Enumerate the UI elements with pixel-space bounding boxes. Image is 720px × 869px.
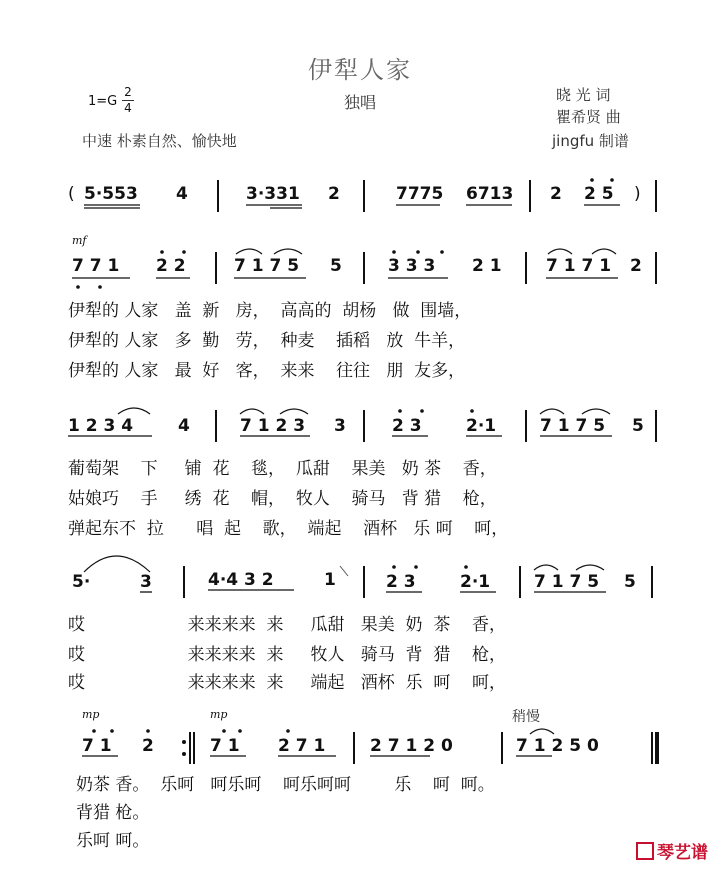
note-group: 2·1 — [466, 416, 497, 436]
note-group: 2 — [142, 736, 154, 756]
song-title: 伊犁人家 — [308, 56, 412, 84]
repeat-dots — [182, 740, 186, 756]
note-group: 5 — [624, 572, 636, 592]
lyric-line: 奶茶 香。 乐呵 呵乐呵 呵乐呵呵 乐 呵 呵。 — [76, 775, 495, 795]
note-group: 5·553 — [84, 184, 138, 204]
note-group: 2 1 — [472, 256, 502, 276]
note-group: 7 1 7 5 — [540, 416, 606, 436]
note-group: 5 — [330, 256, 342, 276]
dynamic-mp: mp — [82, 708, 100, 721]
logo-icon — [636, 842, 654, 860]
engraver: jingfu 制谱 — [552, 132, 629, 150]
note-group: 7775 — [396, 184, 444, 204]
lyric-line: 葡萄架 下 铺 花 毯， 瓜甜 果美 奶 茶 香， — [68, 459, 497, 479]
note-group: 5 — [632, 416, 644, 436]
publisher-logo: 琴艺谱 — [636, 838, 708, 863]
bar-lines — [184, 180, 657, 764]
note-group: 4 — [176, 184, 188, 204]
paren-close: ) — [634, 184, 641, 204]
note-group: 7 7 1 — [72, 256, 120, 276]
note-group: 7 1 — [82, 736, 112, 756]
lyric-line: 伊犁的 人家 最 好 客， 来来 往往 朋 友多， — [68, 361, 466, 381]
note-group: 7 1 7 5 — [234, 256, 300, 276]
tempo-marking: 中速 朴素自然、愉快地 — [82, 132, 237, 150]
note-group: 3 — [140, 572, 152, 592]
lyric-line: 哎 来来来来 来 牧人 骑马 背 猎 枪， — [68, 645, 506, 665]
lyric-line: 乐呵 呵。 — [76, 831, 150, 851]
key-signature: 1=G — [88, 94, 118, 109]
glissando-mark — [340, 566, 348, 576]
song-subtitle: 独唱 — [343, 93, 376, 112]
note-group: 3·331 — [246, 184, 300, 204]
octave-dots — [76, 178, 614, 733]
note-group: 3 3 3 — [388, 256, 436, 276]
note-group: 7 1 2 5 0 — [516, 736, 599, 756]
time-signature: 2 4 — [122, 86, 134, 115]
note-group: 4 — [178, 416, 190, 436]
dynamic-mf: mf — [72, 234, 87, 247]
note-group: 3 — [334, 416, 346, 436]
note-group: 5· — [72, 572, 91, 592]
note-group: 2 3 — [386, 572, 416, 592]
note-group: 2 7 1 2 0 — [370, 736, 453, 756]
note-group: 2 — [550, 184, 562, 204]
underlines — [68, 205, 620, 756]
note-group: 2 — [630, 256, 642, 276]
note-group: 7 1 7 5 — [534, 572, 600, 592]
note-group: 2 5 — [584, 184, 614, 204]
lyricist: 晓 光 词 — [556, 86, 611, 104]
lyric-line: 哎 来来来来 来 端起 酒杯 乐 呵 呵， — [68, 673, 506, 693]
slurs — [84, 249, 616, 734]
lyric-line: 伊犁的 人家 多 勤 劳， 种麦 插稻 放 牛羊， — [68, 331, 466, 351]
composer: 瞿希贤 曲 — [556, 108, 621, 126]
note-group: 6713 — [466, 184, 514, 204]
lyric-line: 背猎 枪。 — [76, 803, 150, 823]
note-group: 7 1 — [210, 736, 240, 756]
lyric-line: 伊犁的 人家 盖 新 房， 高高的 胡杨 做 围墙， — [68, 301, 472, 321]
note-group: 1 — [324, 570, 336, 590]
lyric-line: 哎 来来来来 来 瓜甜 果美 奶 茶 香， — [68, 615, 506, 635]
note-group: 4·4 3 2 — [208, 570, 274, 590]
note-group: 2 — [328, 184, 340, 204]
lyric-line: 弹起东不 拉 唱 起 歌， 端起 酒杯 乐 呵 呵， — [68, 519, 509, 539]
note-group: 7 1 7 1 — [546, 256, 612, 276]
dynamic-mp: mp — [210, 708, 228, 721]
note-group: 2 2 — [156, 256, 186, 276]
note-group: 7 1 2 3 — [240, 416, 306, 436]
paren-open: ( — [68, 184, 75, 204]
note-group: 2 7 1 — [278, 736, 326, 756]
note-group: 1 2 3 4 — [68, 416, 134, 436]
lyric-line: 姑娘巧 手 绣 花 帽， 牧人 骑马 背 猎 枪， — [68, 489, 497, 509]
note-group: 2 3 — [392, 416, 422, 436]
note-group: 2·1 — [460, 572, 491, 592]
tempo-change: 稍慢 — [512, 709, 540, 725]
